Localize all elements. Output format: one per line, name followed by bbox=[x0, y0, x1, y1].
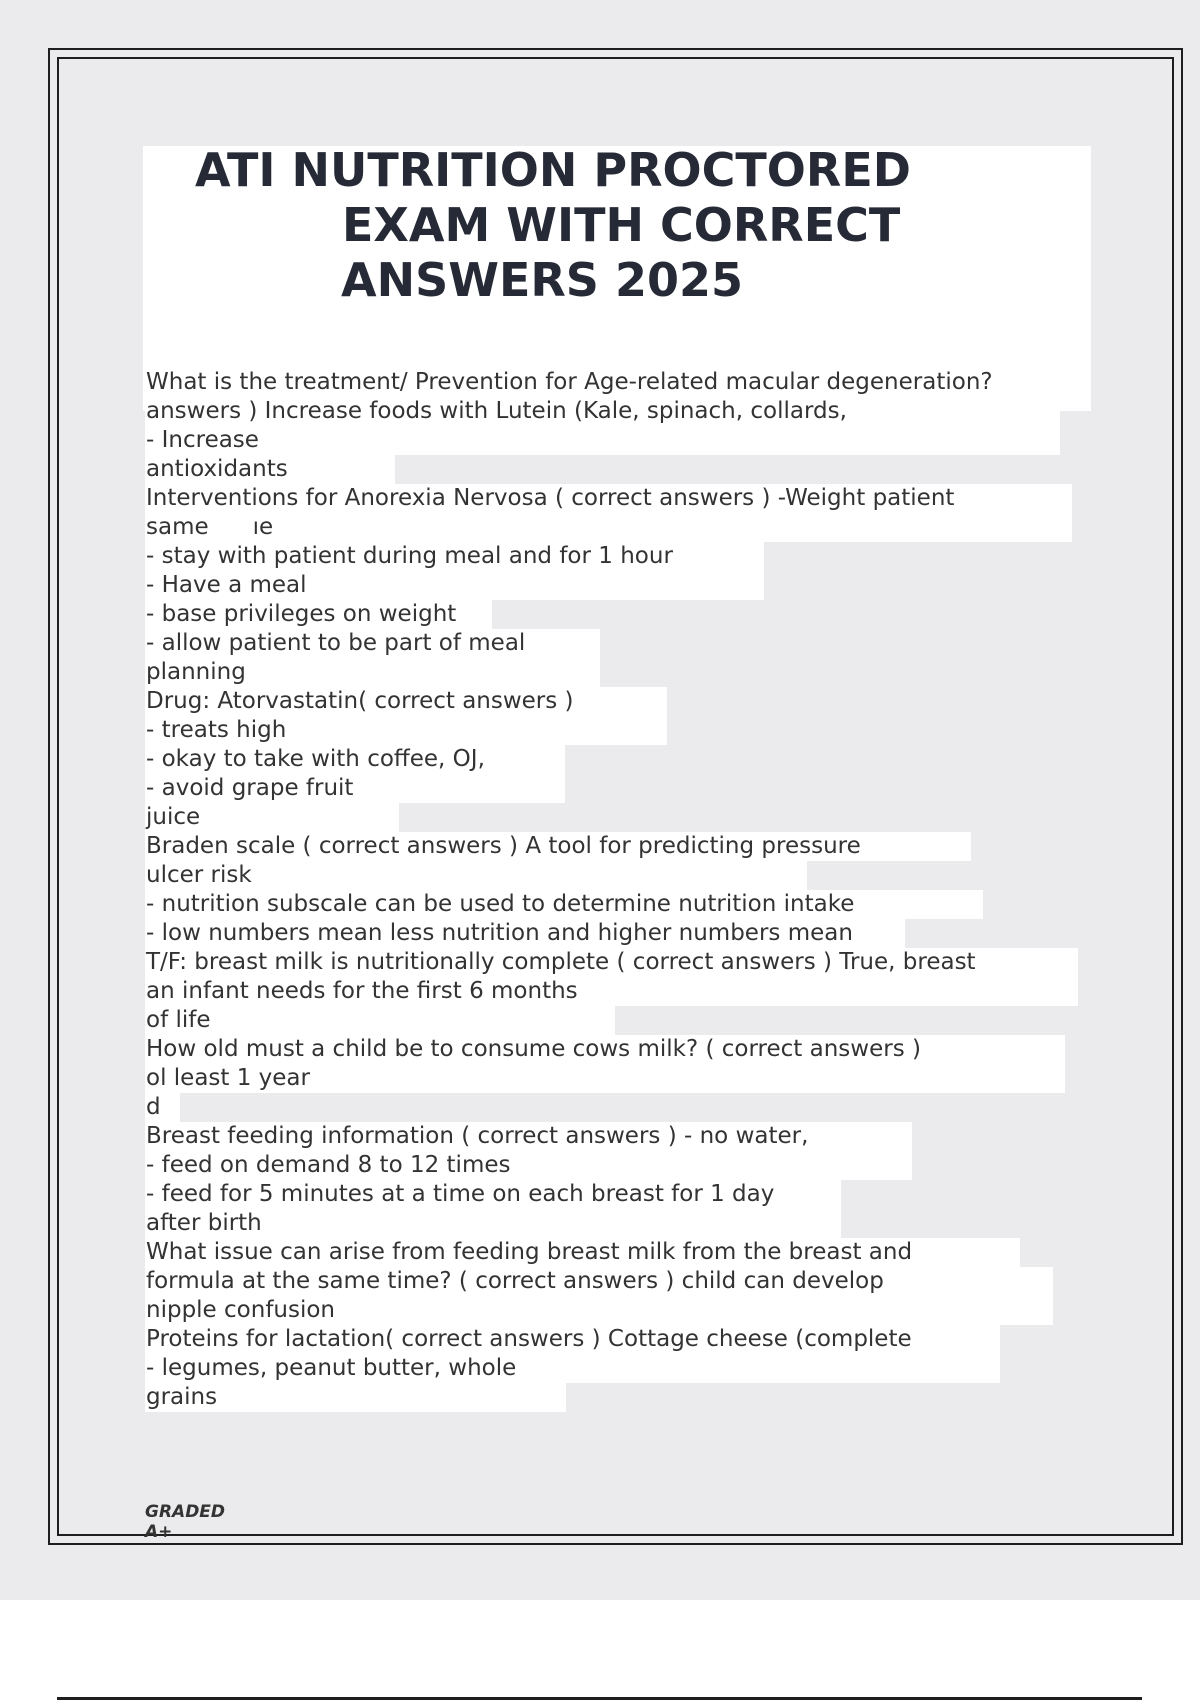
text-line: of life bbox=[145, 1006, 1105, 1035]
text-line: an infant needs for the first 6 months bbox=[145, 977, 1105, 1006]
text-line: same ıe bbox=[145, 513, 1105, 542]
text-line: juice bbox=[145, 803, 1105, 832]
text-line: Interventions for Anorexia Nervosa ( correct answers ) -Weight patient bbox=[145, 484, 1105, 513]
text-line: - Increase bbox=[145, 426, 1105, 455]
text-line: ulcer risk bbox=[145, 861, 1105, 890]
text-line: - feed on demand 8 to 12 times bbox=[145, 1151, 1105, 1180]
text-line: - feed for 5 minutes at a time on each breast for 1 day bbox=[145, 1180, 1105, 1209]
text-line: How old must a child be to consume cows milk? ( correct answers ) bbox=[145, 1035, 1105, 1064]
text-line: Breast feeding information ( correct answers ) - no water, bbox=[145, 1122, 1105, 1151]
text-line: formula at the same time? ( correct answers ) child can develop bbox=[145, 1267, 1105, 1296]
graded-line-2: A+ bbox=[145, 1522, 173, 1542]
text-line: - nutrition subscale can be used to determine nutrition intake bbox=[145, 890, 1105, 919]
text-fragment: ıe bbox=[252, 514, 274, 540]
text-line: Drug: Atorvastatin( correct answers ) bbox=[145, 687, 1105, 716]
text-line: - stay with patient during meal and for 1 hour bbox=[145, 542, 1105, 571]
text-line: T/F: breast milk is nutritionally complete ( correct answers ) True, breast bbox=[145, 948, 1105, 977]
title-line-3: ANSWERS 2025 bbox=[341, 253, 743, 307]
text-line: - Have a meal bbox=[145, 571, 1105, 600]
text-line: nipple confusion bbox=[145, 1296, 1105, 1325]
text-line: after birth bbox=[145, 1209, 1105, 1238]
text-line: planning bbox=[145, 658, 1105, 687]
title-line-1: ATI NUTRITION PROCTORED bbox=[195, 143, 911, 197]
text-line: - legumes, peanut butter, whole bbox=[145, 1354, 1105, 1383]
document-body bbox=[145, 368, 1105, 1412]
text-line: - avoid grape fruit bbox=[145, 774, 1105, 803]
text-line: d bbox=[145, 1093, 1105, 1122]
title-line-2: EXAM WITH CORRECT bbox=[342, 198, 901, 252]
text-line: grains bbox=[145, 1383, 1105, 1412]
document-title bbox=[143, 143, 1013, 308]
text-line: What is the treatment/ Prevention for Age-related macular degeneration? bbox=[145, 368, 1105, 397]
graded-label bbox=[145, 1502, 225, 1542]
graded-line-1: GRADED bbox=[145, 1502, 226, 1522]
text-line: Proteins for lactation( correct answers ) Cottage cheese (complete bbox=[145, 1325, 1105, 1354]
text-line: - base privileges on weight bbox=[145, 600, 1105, 629]
text-line: Braden scale ( correct answers ) A tool for predicting pressure bbox=[145, 832, 1105, 861]
text-line: What issue can arise from feeding breast milk from the breast and bbox=[145, 1238, 1105, 1267]
text-line: ol least 1 year bbox=[145, 1064, 1105, 1093]
text-line: - treats high bbox=[145, 716, 1105, 745]
text-line: answers ) Increase foods with Lutein (Kale, spinach, collards, bbox=[145, 397, 1105, 426]
text-line: - okay to take with coffee, OJ, bbox=[145, 745, 1105, 774]
text-line: antioxidants bbox=[145, 455, 1105, 484]
text-line: - allow patient to be part of meal bbox=[145, 629, 1105, 658]
text-line: - low numbers mean less nutrition and higher numbers mean bbox=[145, 919, 1105, 948]
